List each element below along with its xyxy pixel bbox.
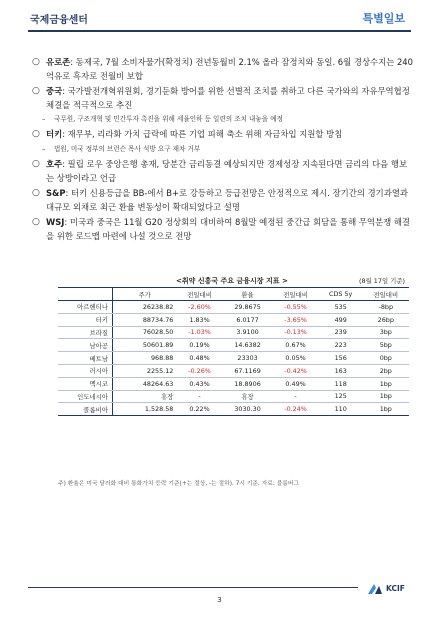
bullet-lead: 유로존	[46, 57, 71, 67]
bullet-lead: WSJ	[46, 217, 65, 228]
sub-bullet-text: 국무원, 구조개혁 및 민간투자 촉진을 위해 세율인하 등 일련의 조치 내놓을 예정	[54, 115, 283, 124]
table-cell: 535	[319, 301, 363, 314]
table-cell: 125	[319, 390, 363, 403]
table-row	[58, 403, 409, 416]
table-note: 주) 환율은 미국 달러화 대비 통화가치 등락 기준(+는 절상, -는 절하). 7시 기준, 자료: 블룸버그	[58, 481, 300, 487]
table-cell: -0.55%	[272, 301, 318, 314]
table-cell: -0.42%	[272, 364, 318, 377]
market-indicator-table	[58, 287, 409, 416]
bullet-item	[30, 158, 415, 185]
table-cell: 0.49%	[272, 377, 318, 390]
column-header: 환율	[223, 288, 273, 301]
table-cell: 5bp	[363, 339, 409, 352]
bullet-item	[30, 85, 415, 112]
bullet-text: : 미국과 중국은 11월 G20 정상회의 대비하여 8월말 예정된 중간급 회담을 통해 무역분쟁 해결을 위한 로드맵 마련에 나설 것으로 전망	[46, 217, 411, 241]
table-cell: 3030.30	[223, 403, 273, 416]
table-cell: 26bp	[363, 313, 409, 326]
country-cell: 남아공	[58, 339, 113, 352]
table-cell: 156	[319, 352, 363, 365]
country-cell: 베트남	[58, 352, 113, 365]
dash-mark: –	[42, 144, 46, 153]
column-header	[58, 288, 113, 301]
kcif-logo	[366, 581, 416, 595]
table-cell: 18.8906	[223, 377, 273, 390]
table-title: <취약 신흥국 주요 금융시장 지표 >	[176, 277, 288, 285]
table-row	[58, 390, 409, 403]
circle-bullet-icon: ○	[32, 217, 40, 228]
bullet-text: : 터키 신용등급을 BB-에서 B+로 강등하고 등급전망은 안정적으로 제시. 장기간의 경기과열과 대규모 외채로 최근 환율 변동성이 확대되었다고 설명	[46, 188, 409, 212]
header-rule	[28, 30, 411, 32]
table-cell: -3.65%	[272, 313, 318, 326]
sub-bullet-text: 법원, 미국 정부의 브런슨 목사 석방 요구 재차 거부	[54, 144, 201, 153]
circle-bullet-icon: ○	[32, 188, 40, 199]
column-header: 전일대비	[272, 288, 318, 301]
table-cell: 1bp	[363, 403, 409, 416]
table-cell: 0.19%	[176, 339, 222, 352]
column-header: 주가	[113, 288, 177, 301]
bullet-item	[30, 56, 415, 83]
circle-bullet-icon: ○	[32, 57, 40, 67]
column-header: CDS 5y	[319, 288, 363, 301]
country-cell: 멕시코	[58, 377, 113, 390]
bullet-text: : 국가발전개혁위원회, 경기둔화 방어를 위한 선별적 조치를 취하고 다른 국가와의 자유무역협정 체결을 적극적으로 추진	[46, 86, 410, 110]
table-cell: 2bp	[363, 364, 409, 377]
table-cell: 239	[319, 326, 363, 339]
table-cell: 118	[319, 377, 363, 390]
table-row	[58, 339, 409, 352]
table-cell: 0.05%	[272, 352, 318, 365]
table-cell: 67.1169	[223, 364, 273, 377]
table-cell: 3.9100	[223, 326, 273, 339]
bullet-item	[30, 216, 415, 243]
table-cell: 968.88	[113, 352, 177, 365]
table-cell: 48264.63	[113, 377, 177, 390]
country-cell: 아르헨티나	[58, 301, 113, 314]
table-cell: 0.43%	[176, 377, 222, 390]
table-cell: -0.13%	[272, 326, 318, 339]
table-cell: 499	[319, 313, 363, 326]
country-cell: 브라질	[58, 326, 113, 339]
table-cell: 휴장	[223, 390, 273, 403]
table-cell: -2.60%	[176, 301, 222, 314]
table-cell: 0.48%	[176, 352, 222, 365]
bullet-text: : 동제국, 7월 소비자물가(확정치) 전년동월비 2.1% 올라 잠정치와 동일. 6월 경상수지는 240억유로 흑자로 전월비 보합	[46, 57, 413, 81]
table-cell: 6.0177	[223, 313, 273, 326]
table-row	[58, 301, 409, 314]
table-cell: 1.83%	[176, 313, 222, 326]
table-cell: 1bp	[363, 390, 409, 403]
bullet-item	[30, 187, 415, 214]
dash-mark: –	[42, 115, 46, 124]
column-header: 전일대비	[363, 288, 409, 301]
org-name: 국제금융센터	[30, 15, 88, 26]
table-cell: 1bp	[363, 377, 409, 390]
footer-rule	[28, 587, 358, 588]
country-cell: 콜롬비아	[58, 403, 113, 416]
table-cell: 223	[319, 339, 363, 352]
table-cell: 1,528.58	[113, 403, 177, 416]
table-cell: 26238.82	[113, 301, 177, 314]
table-cell: 0bp	[363, 352, 409, 365]
table-cell: 29.8675	[223, 301, 273, 314]
table-cell: -0.24%	[272, 403, 318, 416]
bullet-item	[30, 128, 415, 142]
table-cell: -8bp	[363, 301, 409, 314]
table-date: (8월 17일 기준)	[359, 277, 405, 285]
country-cell: 러시아	[58, 364, 113, 377]
country-cell: 인도네시아	[58, 390, 113, 403]
table-row	[58, 326, 409, 339]
kcif-logo-icon	[366, 582, 384, 596]
table-cell: -0.26%	[176, 364, 222, 377]
circle-bullet-icon: ○	[32, 158, 40, 169]
table-cell: -	[272, 390, 318, 403]
table-cell: 2255.12	[113, 364, 177, 377]
table-row	[58, 352, 409, 365]
circle-bullet-icon: ○	[32, 129, 40, 140]
table-cell: 88734.76	[113, 313, 177, 326]
table-row	[58, 364, 409, 377]
table-cell: 3bp	[363, 326, 409, 339]
country-cell: 터키	[58, 313, 113, 326]
bullet-text: : 필립 로우 중앙은행 총재, 당분간 금리동결 예상되지만 경제성장 지속된다면 금리의 다음 행보는 상방이라고 언급	[46, 158, 408, 183]
table-cell: -1.03%	[176, 326, 222, 339]
bullet-lead: 터키	[46, 129, 63, 140]
page-header	[28, 8, 411, 30]
page-number: 3	[217, 596, 222, 604]
column-header: 전일대비	[176, 288, 222, 301]
table-cell: 0.22%	[176, 403, 222, 416]
bullet-lead: S&P	[46, 188, 66, 199]
circle-bullet-icon: ○	[32, 86, 40, 97]
report-label: 특별일보	[362, 12, 405, 25]
table-cell: 76028.50	[113, 326, 177, 339]
table-cell: 110	[319, 403, 363, 416]
table-cell: 23303	[223, 352, 273, 365]
table-cell: 0.67%	[272, 339, 318, 352]
table-cell: 휴장	[113, 390, 177, 403]
sub-bullet	[30, 144, 415, 155]
table-row	[58, 377, 409, 390]
logo-text: KCIF	[386, 584, 405, 593]
bullet-text: : 재무부, 리라화 가치 급락에 따른 기업 피해 축소 위해 자금차입 지원할 방침	[62, 129, 343, 140]
bullet-lead: 호주	[46, 158, 63, 169]
table-row	[58, 313, 409, 326]
table-cell: 50601.89	[113, 339, 177, 352]
sub-bullet	[30, 114, 415, 125]
bullet-lead: 중국	[46, 86, 63, 97]
news-bullets	[30, 56, 415, 246]
table-cell: 14.6382	[223, 339, 273, 352]
table-cell: 163	[319, 364, 363, 377]
table-cell: -	[176, 390, 222, 403]
